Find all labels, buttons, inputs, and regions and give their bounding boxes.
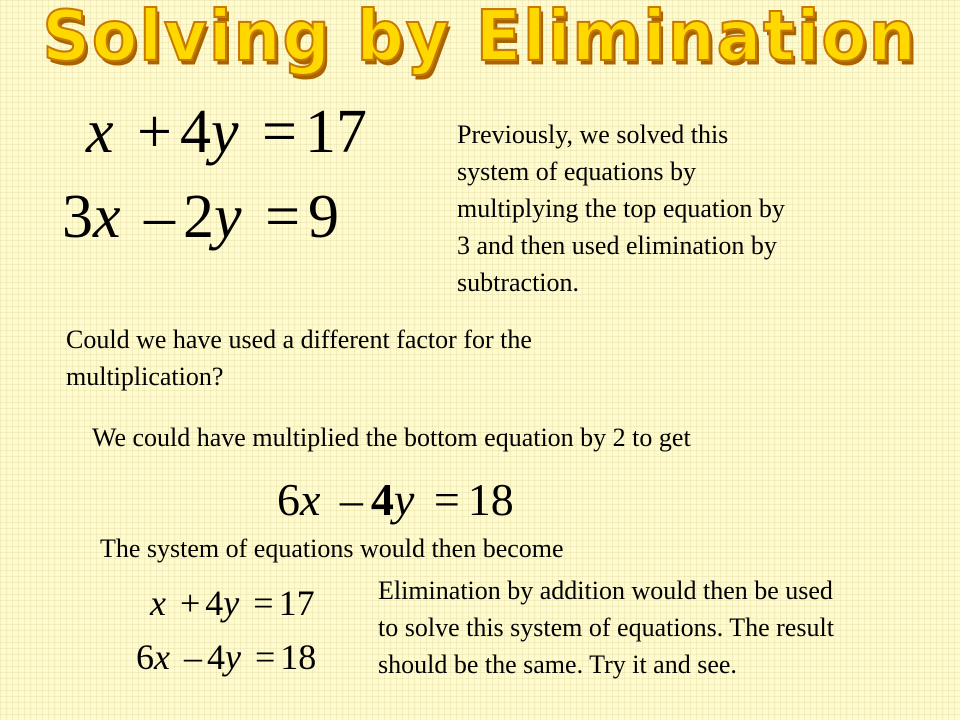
system-equation-top	[150, 585, 315, 621]
eq-top-rhs: 17	[305, 98, 367, 166]
sys-top-rhs: 17	[278, 583, 315, 623]
question-line: multiplication?	[66, 362, 224, 391]
system-become-text: The system of equations would then become	[100, 534, 564, 563]
sys-top-var-y: y	[223, 583, 240, 623]
eq-bottom-var-x: x	[93, 183, 121, 251]
conclusion-line: to solve this system of equations. The result	[378, 613, 834, 642]
sys-bottom-var-x: x	[154, 637, 170, 677]
equation-top	[86, 98, 367, 166]
eq-mult-var-y: y	[393, 474, 415, 525]
previously-line: system of equations by	[457, 157, 697, 186]
system-equation-bottom	[136, 639, 316, 675]
eq-bottom-var-y: y	[214, 183, 242, 251]
eq-mult-coef-x: 6	[277, 474, 300, 525]
previously-line: 3 and then used elimination by	[457, 231, 777, 260]
question-paragraph	[66, 321, 706, 395]
sys-top-var-x: x	[150, 583, 166, 623]
sys-bottom-minus: –	[183, 637, 202, 677]
sys-top-equals: =	[253, 583, 274, 623]
eq-top-coef-y: 4	[180, 98, 211, 166]
sys-bottom-rhs: 18	[280, 637, 317, 677]
previously-line: multiplying the top equation by	[457, 194, 785, 223]
eq-bottom-rhs: 9	[308, 183, 340, 251]
eq-bottom-minus: –	[144, 183, 176, 251]
eq-top-var-x: x	[86, 98, 114, 166]
question-line: Could we have used a different factor for the	[66, 325, 532, 354]
sys-top-plus: +	[179, 583, 201, 623]
eq-bottom-equals: =	[265, 183, 301, 251]
eq-top-plus: +	[137, 98, 172, 166]
eq-mult-minus: –	[339, 474, 363, 525]
sys-bottom-equals: =	[254, 637, 276, 677]
eq-mult-rhs: 18	[467, 474, 514, 525]
eq-top-equals: =	[262, 98, 297, 166]
conclusion-line: Elimination by addition would then be used	[378, 576, 833, 605]
sys-top-coef-y: 4	[205, 583, 224, 623]
sys-bottom-coef-y: 4	[206, 637, 225, 677]
eq-mult-equals: =	[433, 474, 460, 525]
eq-mult-var-x: x	[300, 474, 321, 525]
equation-bottom	[62, 183, 340, 251]
slide-title: Solving by Elimination	[42, 0, 918, 77]
eq-bottom-coef-y: 2	[183, 183, 215, 251]
equation-multiplied	[277, 474, 514, 525]
answer-text: We could have multiplied the bottom equation by 2 to get	[92, 423, 691, 452]
conclusion-line: should be the same. Try it and see.	[378, 650, 737, 679]
eq-top-var-y: y	[211, 98, 239, 166]
previously-line: Previously, we solved this	[457, 120, 729, 149]
previously-line: subtraction.	[457, 268, 580, 297]
sys-bottom-coef-x: 6	[136, 637, 154, 677]
conclusion-paragraph	[378, 572, 958, 683]
eq-mult-coef-y: 4	[370, 474, 394, 525]
sys-bottom-var-y: y	[224, 637, 241, 677]
previously-paragraph	[457, 116, 877, 301]
eq-bottom-coef-x: 3	[62, 183, 93, 251]
